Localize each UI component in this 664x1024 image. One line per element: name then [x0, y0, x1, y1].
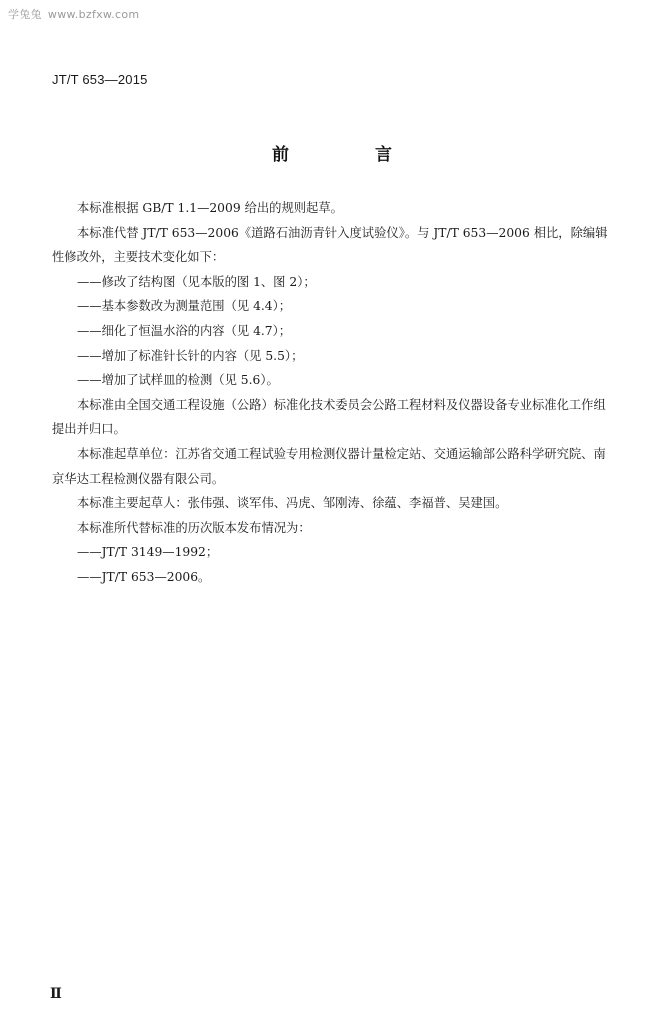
watermark	[8, 6, 139, 22]
watermark-site: www.bzfxw.com	[47, 8, 140, 21]
document-body	[52, 196, 612, 590]
paragraph-drafters: 本标准主要起草人：张伟强、谈军伟、冯虎、邹刚涛、徐蕴、李福普、吴建国。	[77, 496, 508, 511]
page-number: Ⅱ	[50, 987, 62, 1002]
paragraph-drafting-rules: 本标准根据 GB/T 1.1—2009 给出的规则起草。	[77, 201, 343, 215]
watermark-brand: 学兔兔	[8, 8, 42, 21]
change-item: ——增加了试样皿的检测（见 5.6）。	[77, 373, 279, 388]
paragraph-history: 本标准所代替标准的历次版本发布情况为：	[77, 520, 311, 535]
change-item: ——修改了结构图（见本版的图 1、图 2）；	[77, 274, 316, 289]
change-item: ——基本参数改为测量范围（见 4.4）；	[77, 299, 292, 314]
change-item: ——增加了标准针长针的内容（见 5.5）；	[77, 348, 304, 363]
history-item: ——JT/T 653—2006。	[77, 569, 211, 584]
paragraph-drafting-units: 本标准起草单位：江苏省交通工程试验专用检测仪器计量检定站、交通运输部公路科学研究院、南京华达工程检测仪器有限公司。	[52, 446, 606, 486]
history-item: ——JT/T 3149—1992；	[77, 545, 219, 560]
page-title: 前 言	[272, 145, 432, 165]
standard-code: JT/T 653—2015	[52, 72, 148, 87]
paragraph-proposer: 本标准由全国交通工程设施（公路）标准化技术委员会公路工程材料及仪器设备专业标准化工作组提出并归口。	[52, 397, 606, 437]
change-item: ——细化了恒温水浴的内容（见 4.7）；	[77, 323, 292, 338]
paragraph-replaces: 本标准代替 JT/T 653—2006《道路石油沥青针入度试验仪》。与 JT/T 653—2006 相比，除编辑性修改外，主要技术变化如下：	[52, 225, 608, 265]
